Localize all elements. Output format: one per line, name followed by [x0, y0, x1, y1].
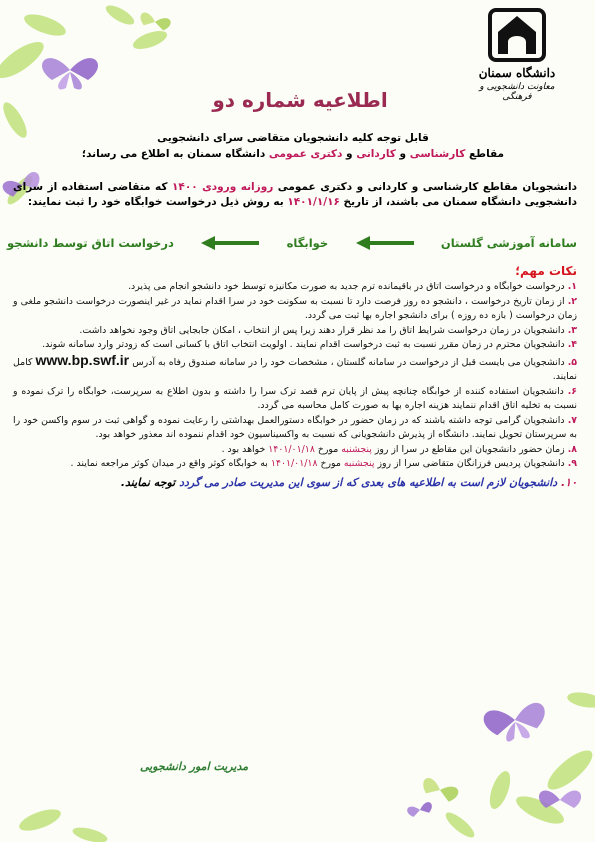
note-item: ۵. دانشجویان می بایست قبل از درخواست در سامانه گلستان ، مشخصات خود را در سامانه صندوق رفاه به آدرس www.bp.swf.ir کامل نمایند. — [13, 351, 578, 382]
note-item: ۴. دانشجویان محترم در زمان مقرر نسبت به ثبت درخواست اقدام نمایند . اولویت انتخاب اتاق با کسانی است که زودتر وارد سامانه شوند. — [42, 339, 577, 350]
note-item: ۷. دانشجویان گرامی توجه داشته باشند که در زمان حضور در خوابگاه دستورالعمل بهداشتی را رعایت نموده و گواهی ثبت در سوم واکسن خود را به سرپرستان تحویل نمایند. دانشگاه از پذیرش دانشجویانی که نسبت به واکسیناسیون خود اقدام ننموده اند معذور خواهد بود. — [13, 414, 577, 440]
note-item-final: ۱۰. دانشجویان لازم است به اطلاعیه های بعدی که از سوی این مدیریت صادر می گردد توجه نمایند. — [120, 475, 577, 489]
important-notes — [13, 264, 577, 491]
main-paragraph: دانشجویان مقاطع کارشناسی و کاردانی و دکتری عمومی روزانه ورودی ۱۴۰۰ که متقاضی استفاده از سرای دانشجویی دانشگاه سمنان می باشند، از تاریخ ۱۴۰۱/۱/۱۶ به روش ذیل درخواست خوابگاه خود را ثبت نمایند: — [13, 181, 578, 208]
arrow-left-icon — [354, 236, 416, 250]
note-item: ۲. از زمان تاریخ درخواست ، دانشجو ده روز فرصت دارد تا نسبت به سکونت خود در سرا اقدام نماید در غیر اینصورت درخواست دانشجو ملغی و زمان درخواست ( بازه ده روزه ) برای دانشجو اجاره بها ثبت می گردد. — [13, 295, 577, 321]
entry-year-highlight: روزانه ورودی ۱۴۰۰ — [172, 181, 274, 193]
intro-line-1: قابل توجه کلیه دانشجویان متقاضی سرای دانشجویی — [157, 132, 429, 144]
arrow-left-icon — [199, 236, 261, 250]
note-item: ۹. دانشجویان پردیس فرزانگان متقاضی سرا از روز پنجشنبه مورخ ۱۴۰۱/۰۱/۱۸ به خوابگاه کوثر واقع در میدان کوثر مراجعه نمایند . — [70, 458, 577, 469]
intro-line-2: مقاطع کارشناسی و کاردانی و دکتری عمومی دانشگاه سمنان به اطلاع می رساند؛ — [81, 148, 505, 160]
flow-step-golestan: سامانه آموزشی گلستان — [440, 236, 577, 250]
note-item: ۳. دانشجویان در زمان درخواست شرایط اتاق را مد نظر قرار دهند زیرا پس از انتخاب ، امکان جابجایی اتاق وجود نخواهد داشت. — [79, 324, 577, 336]
welfare-fund-link[interactable]: www.bp.swf.ir — [35, 351, 130, 368]
degree-bachelor: کارشناسی — [409, 148, 466, 160]
intro-block — [13, 130, 573, 162]
note-item: ۶. دانشجویان استفاده کننده از خوابگاه چنانچه پیش از پایان ترم قصد ترک سرا را داشته و بدون اطلاع به سرپرست، خوابگاه را ترک نموده و نسبت به تخلیه اتاق اقدام ننمایند هزینه اجاره بها به صورت کامل محاسبه می گردد. — [13, 385, 577, 411]
university-name: دانشگاه سمنان — [478, 66, 556, 80]
note-item: ۱. درخواست خوابگاه و درخواست اتاق در باقیمانده ترم جدید به صورت مکانیزه توسط خود دانشجو انجام می پذیرد. — [128, 281, 577, 292]
page-title: اطلاعیه شماره دو — [212, 88, 388, 112]
degree-associate: کاردانی — [356, 148, 396, 160]
degree-doctorate: دکتری عمومی — [268, 148, 343, 160]
university-logo — [467, 8, 567, 128]
university-emblem-icon — [488, 8, 546, 64]
procedure-flow — [7, 236, 577, 250]
flow-step-dormitory: خوابگاه — [286, 236, 329, 250]
department-name: معاونت دانشجویی و فرهنگی — [479, 82, 555, 102]
start-date-highlight: ۱۴۰۱/۱/۱۶ — [287, 196, 340, 208]
notes-title: نکات مهم؛ — [515, 264, 577, 278]
note-item: ۸. زمان حضور دانشجویان این مقاطع در سرا از روز پنجشنبه مورخ ۱۴۰۱/۰۱/۱۸ خواهد بود . — [221, 443, 577, 455]
flow-step-room-request: درخواست اتاق توسط دانشجو — [7, 236, 174, 250]
signature: مدیریت امور دانشجویی — [140, 760, 249, 773]
